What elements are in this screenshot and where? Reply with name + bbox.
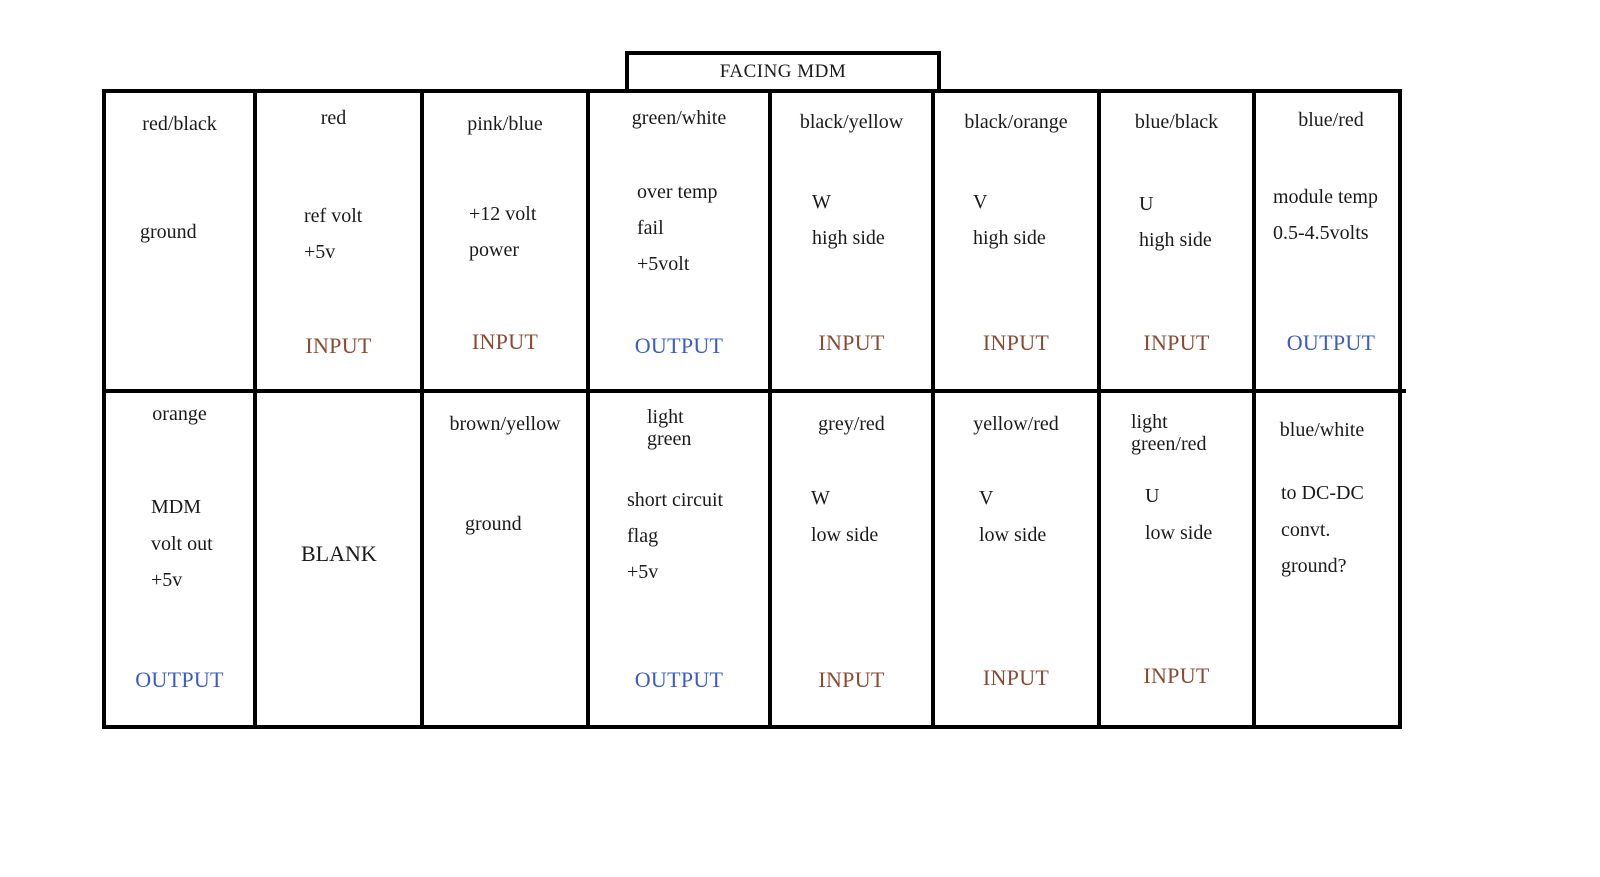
pin-desc: MDM [151,496,202,518]
pin-desc: module temp [1273,186,1378,208]
wire-color: blue/black [1134,111,1219,133]
pin-cell [106,393,257,725]
pin-cell [1256,393,1406,725]
wire-color: blue/red [1298,109,1364,131]
pin-desc: W [811,487,830,509]
pin-cell [935,393,1101,725]
wire-color: green [647,428,692,450]
pin-desc: +5v [627,561,659,583]
wire-color: black/yellow [799,111,904,133]
io-label: INPUT [818,667,885,692]
pin-desc: U [1145,485,1160,507]
pin-desc: fail [637,217,664,239]
pin-desc: over temp [637,181,718,203]
pin-desc: high side [973,227,1046,249]
pin-cell [590,93,772,393]
connector-pinout-grid [102,89,1402,729]
pin-cell [590,393,772,725]
pin-desc: high side [812,227,885,249]
pin-desc: V [973,191,988,213]
pin-cell [1256,93,1406,393]
wire-color: green/white [631,107,727,129]
pin-cell [424,93,590,393]
io-label: INPUT [305,333,372,358]
pin-desc: ground [465,513,522,535]
pin-desc: low side [979,524,1047,546]
pin-desc: +12 volt [469,203,537,225]
wire-color: brown/yellow [449,413,561,435]
pin-desc: flag [627,525,659,547]
pin-cell [935,93,1101,393]
pin-desc: power [469,239,519,261]
wire-color: grey/red [818,413,885,435]
wire-color: blue/white [1279,419,1365,441]
wire-color: light [647,406,684,428]
pin-cell [772,393,935,725]
pin-cell [1101,393,1256,725]
pin-cell [106,93,257,393]
io-label: OUTPUT [634,667,724,692]
wire-color: red [320,107,347,129]
wire-color: orange [152,403,207,425]
wire-color: red/black [142,113,217,135]
pin-desc: W [812,191,831,213]
io-label: OUTPUT [1286,330,1376,355]
pin-desc: 0.5-4.5volts [1273,222,1369,244]
pin-desc: short circuit [627,489,724,511]
pin-desc: low side [1145,522,1213,544]
wire-color: light [1131,411,1168,433]
pin-cell [257,393,424,725]
pin-desc: volt out [151,533,213,555]
io-label: OUTPUT [135,667,224,692]
pin-desc: convt. [1281,519,1331,541]
facing-mdm-label [625,51,941,89]
wire-color: pink/blue [467,113,543,135]
pin-cell [424,393,590,725]
pin-desc: +5v [151,569,183,591]
pin-cell [257,93,424,393]
pin-cell [1101,93,1256,393]
wire-color: black/orange [964,111,1068,133]
pin-desc: high side [1139,229,1212,251]
io-label: OUTPUT [634,333,724,358]
pin-cell [772,93,935,393]
io-label: INPUT [982,665,1050,690]
pin-desc: BLANK [301,541,377,566]
pin-desc: to DC-DC [1281,482,1364,504]
facing-mdm-text: FACING MDM [719,61,847,82]
io-label: INPUT [818,330,885,355]
io-label: INPUT [982,330,1050,355]
io-label: INPUT [1143,330,1210,355]
pin-desc: V [979,487,994,509]
pin-desc: U [1139,193,1154,215]
pin-desc: +5volt [637,253,690,275]
pin-desc: ground [140,221,197,243]
pin-desc: ref volt [304,205,363,227]
wire-color: yellow/red [973,413,1059,435]
io-label: INPUT [471,329,539,354]
pin-desc: low side [811,524,879,546]
wire-color: green/red [1131,433,1207,455]
pin-desc: ground? [1281,555,1347,577]
io-label: INPUT [1143,663,1210,688]
pin-desc: +5v [304,241,336,263]
